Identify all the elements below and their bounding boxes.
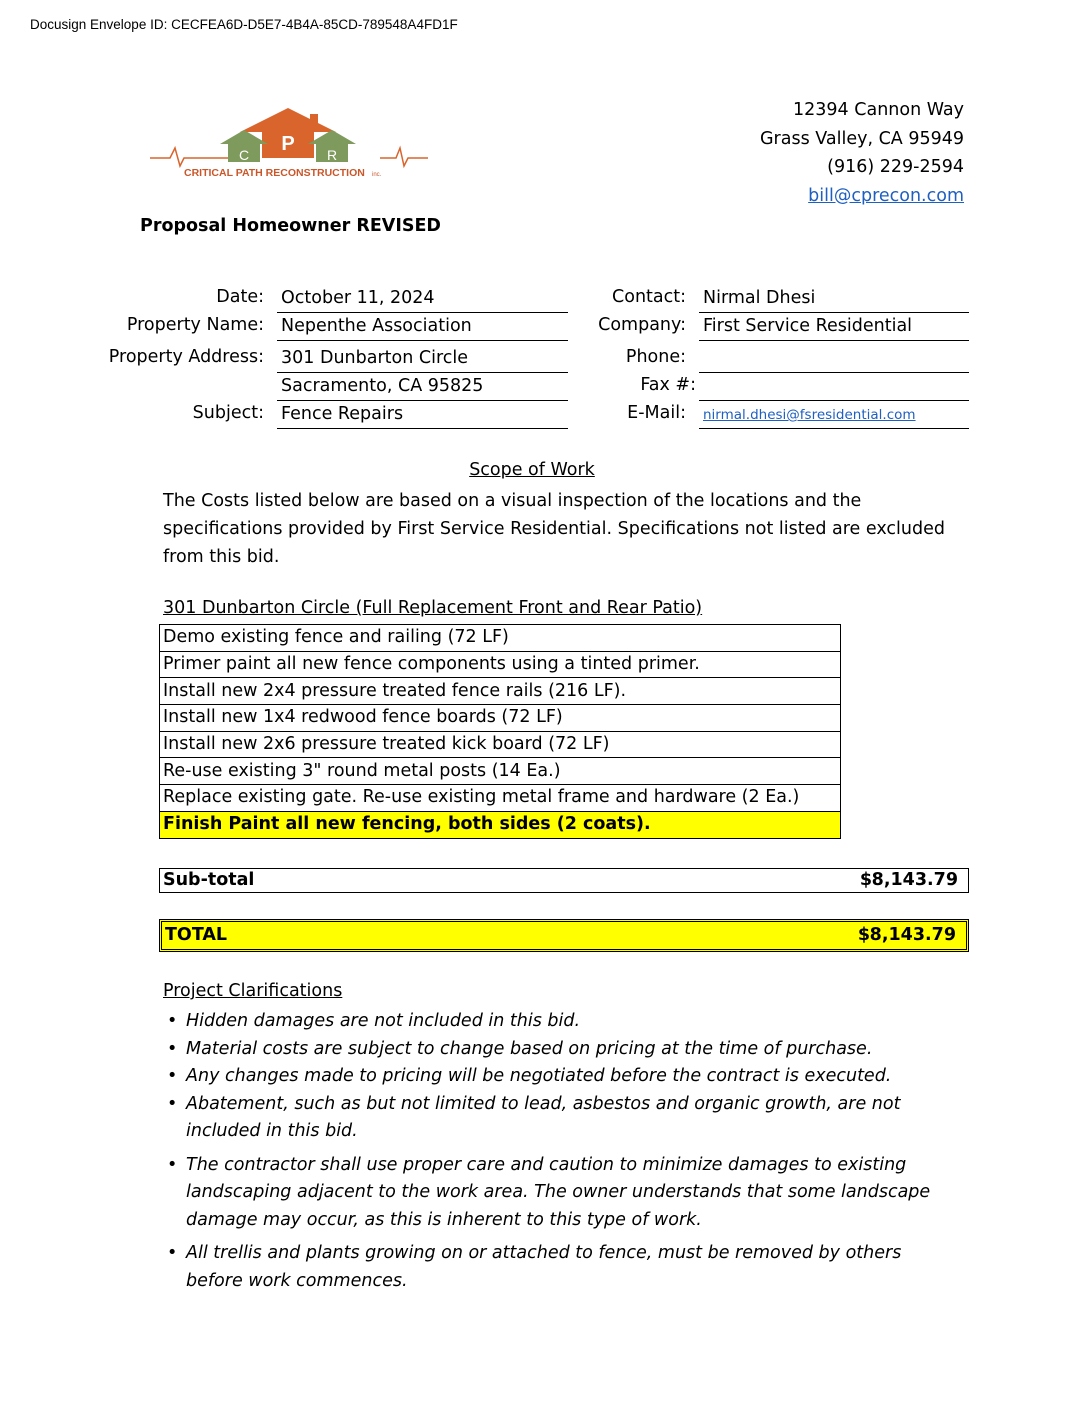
scope-title: Scope of Work — [469, 460, 595, 480]
email-label: E-Mail: — [627, 403, 686, 423]
phone-label: Phone: — [625, 347, 686, 367]
total-row — [159, 919, 969, 952]
scope-item: Install new 1x4 redwood fence boards (72 LF) — [160, 705, 841, 732]
subject-value: Fence Repairs — [277, 401, 568, 429]
table-row — [160, 705, 841, 732]
address-city: Grass Valley, CA 95949 — [759, 128, 964, 149]
table-row — [160, 758, 841, 785]
logo-letter-r: R — [326, 147, 338, 163]
contact-email-link[interactable]: nirmal.dhesi@fsresidential.com — [703, 407, 916, 423]
docusign-envelope-id: Docusign Envelope ID: CECFEA6D-D5E7-4B4A-85CD-789548A4FD1F — [30, 17, 458, 32]
clarifications-list — [163, 1008, 943, 1295]
fax-label: Fax #: — [640, 375, 696, 395]
list-item: • Material costs are subject to change based on pricing at the time of purchase. — [163, 1036, 943, 1064]
phone-value — [699, 345, 969, 373]
address-line1-value: 301 Dunbarton Circle — [277, 345, 568, 373]
email-value-box — [699, 401, 969, 429]
company-address — [760, 96, 964, 210]
company-logo — [148, 106, 430, 182]
property-name-label: Property Name: — [126, 315, 264, 335]
total-label: TOTAL — [165, 925, 228, 945]
table-row — [160, 731, 841, 758]
subtotal-currency: $ — [859, 870, 872, 890]
logo-suffix: inc. — [372, 172, 382, 178]
scope-item: Install new 2x4 pressure treated fence rails (216 LF). — [160, 678, 841, 705]
scope-item-highlighted: Finish Paint all new fencing, both sides (2 coats). — [160, 811, 841, 838]
list-item: • Any changes made to pricing will be negotiated before the contract is executed. — [163, 1063, 943, 1091]
date-label: Date: — [216, 287, 264, 307]
clarifications-title: Project Clarifications — [163, 981, 343, 1001]
site-title: 301 Dunbarton Circle (Full Replacement Front and Rear Patio) — [163, 598, 703, 618]
logo-company-name: CRITICAL PATH RECONSTRUCTION — [184, 167, 365, 179]
table-row — [160, 651, 841, 678]
table-row — [160, 678, 841, 705]
property-name-value: Nepenthe Association — [277, 313, 568, 341]
scope-item: Replace existing gate. Re-use existing metal frame and hardware (2 Ea.) — [160, 785, 841, 812]
list-item: • All trellis and plants growing on or attached to fence, must be removed by others before work commences. — [163, 1240, 943, 1295]
company-value: First Service Residential — [699, 313, 969, 341]
address-phone: (916) 229-2594 — [827, 157, 964, 177]
address-line2-value: Sacramento, CA 95825 — [277, 373, 568, 401]
address-street: 12394 Cannon Way — [793, 100, 964, 120]
logo-letter-c: C — [238, 147, 250, 163]
subject-label: Subject: — [192, 403, 264, 423]
total-amount: 8,143.79 — [869, 925, 956, 945]
logo-letter-p: P — [281, 133, 295, 155]
scope-item: Primer paint all new fence components using a tinted primer. — [160, 651, 841, 678]
table-row — [160, 625, 841, 652]
table-row-highlighted — [160, 811, 841, 838]
subtotal-amount: 8,143.79 — [871, 870, 958, 890]
scope-item: Demo existing fence and railing (72 LF) — [160, 625, 841, 652]
scope-item: Install new 2x6 pressure treated kick board (72 LF) — [160, 731, 841, 758]
company-label: Company: — [598, 315, 686, 335]
fax-value — [699, 373, 969, 401]
scope-item: Re-use existing 3" round metal posts (14 Ea.) — [160, 758, 841, 785]
list-item: • Abatement, such as but not limited to lead, asbestos and organic growth, are not included in this bid. — [163, 1091, 943, 1146]
contact-value: Nirmal Dhesi — [699, 285, 969, 313]
company-email-link[interactable]: bill@cprecon.com — [808, 185, 964, 206]
contact-label: Contact: — [612, 287, 686, 307]
subtotal-row — [159, 868, 969, 893]
total-currency: $ — [857, 925, 870, 945]
property-address-label: Property Address: — [108, 347, 264, 367]
list-item: • The contractor shall use proper care and caution to minimize damages to existing landscaping adjacent to the work area. The owner understands that some landscape damage may occur, as this is inherent to this type of work. — [163, 1152, 943, 1235]
table-row — [160, 785, 841, 812]
proposal-title: Proposal Homeowner REVISED — [140, 216, 441, 236]
scope-items-table — [159, 624, 841, 839]
list-item: • Hidden damages are not included in this bid. — [163, 1008, 943, 1036]
scope-text: The Costs listed below are based on a visual inspection of the locations and the specifications provided by First Service Residential. Specifications not listed are excluded from this bid. — [163, 491, 945, 567]
subtotal-label: Sub-total — [163, 870, 255, 890]
date-value: October 11, 2024 — [277, 285, 568, 313]
